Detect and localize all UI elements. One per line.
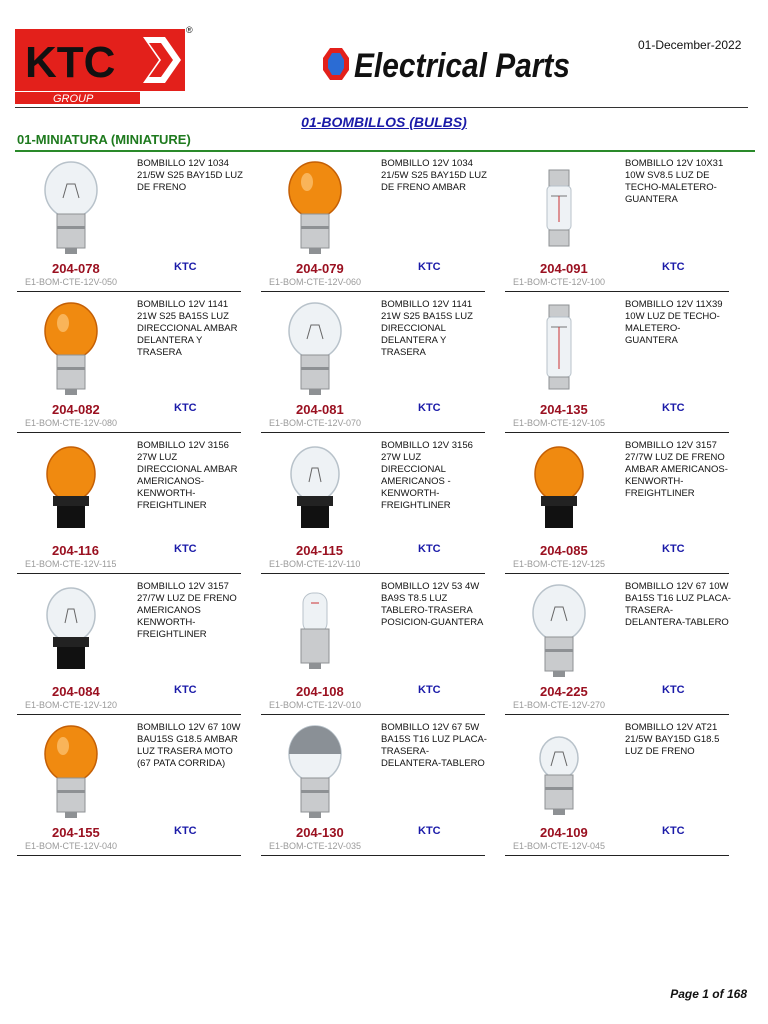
bulb-image <box>511 297 607 397</box>
product-card[interactable] <box>505 434 729 575</box>
product-card[interactable] <box>261 152 485 293</box>
card-divider <box>261 714 485 715</box>
product-brand: KTC <box>418 543 441 555</box>
product-description: BOMBILLO 12V 3157 27/7W LUZ DE FRENO AMERICANOS KENWORTH-FREIGHTLINER <box>137 581 237 640</box>
product-description: BOMBILLO 12V 67 5W BA15S T16 LUZ PLACA-TRASERA-DELANTERA-TABLERO <box>381 722 487 769</box>
svg-text:GROUP: GROUP <box>53 93 94 104</box>
product-description: BOMBILLO 12V 1034 21/5W S25 BAY15D LUZ DE FRENO AMBAR <box>381 158 487 193</box>
product-brand: KTC <box>174 543 197 555</box>
product-brand: KTC <box>662 684 685 696</box>
product-reference: E1-BOM-CTE-12V-060 <box>269 277 362 287</box>
bulb-image <box>23 156 119 256</box>
subsection-title: 01-MINIATURA (MINIATURE) <box>17 132 191 147</box>
bulb-image <box>23 438 119 538</box>
product-description: BOMBILLO 12V 11X39 10W LUZ DE TECHO-MALETERO-GUANTERA <box>625 299 723 346</box>
card-divider <box>261 291 485 292</box>
product-reference: E1-BOM-CTE-12V-110 <box>269 559 361 569</box>
card-divider <box>261 432 485 433</box>
product-description: BOMBILLO 12V 53 4W BA9S T8.5 LUZ TABLERO-TRASERA POSICION-GUANTERA <box>381 581 484 628</box>
product-code: 204-116 <box>52 543 99 558</box>
card-divider <box>505 291 729 292</box>
product-brand: KTC <box>174 684 197 696</box>
electrical-parts-heading <box>316 40 576 90</box>
product-card[interactable] <box>261 575 485 716</box>
product-reference: E1-BOM-CTE-12V-070 <box>269 418 362 428</box>
product-description: BOMBILLO 12V 3157 27/7W LUZ DE FRENO AMBAR AMERICANOS-KENWORTH-FREIGHTLINER <box>625 440 728 499</box>
product-card[interactable] <box>261 293 485 434</box>
product-reference: E1-BOM-CTE-12V-120 <box>25 700 118 710</box>
product-description: BOMBILLO 12V 3156 27W LUZ DIRECCIONAL AMERICANOS - KENWORTH-FREIGHTLINER <box>381 440 473 511</box>
section-title[interactable]: 01-BOMBILLOS (BULBS) <box>301 114 467 130</box>
product-card[interactable] <box>17 716 241 857</box>
product-brand: KTC <box>662 825 685 837</box>
product-reference: E1-BOM-CTE-12V-080 <box>25 418 118 428</box>
bulb-image <box>23 579 119 679</box>
product-reference: E1-BOM-CTE-12V-035 <box>269 841 362 851</box>
product-description: BOMBILLO 12V 67 10W BAU15S G18.5 AMBAR LUZ TRASERA MOTO (67 PATA CORRIDA) <box>137 722 241 769</box>
product-description: BOMBILLO 12V 1141 21W S25 BA15S LUZ DIRECCIONAL DELANTERA Y TRASERA <box>381 299 473 358</box>
product-code: 204-079 <box>296 261 344 276</box>
product-code: 204-135 <box>540 402 588 417</box>
card-divider <box>261 573 485 574</box>
bulb-image <box>267 156 363 256</box>
product-card[interactable] <box>505 716 729 857</box>
product-description: BOMBILLO 12V AT21 21/5W BAY15D G18.5 LUZ DE FRENO <box>625 722 720 757</box>
product-brand: KTC <box>174 825 197 837</box>
bulb-image <box>511 720 607 820</box>
product-reference: E1-BOM-CTE-12V-040 <box>25 841 118 851</box>
product-description: BOMBILLO 12V 3156 27W LUZ DIRECCIONAL AMBAR AMERICANOS-KENWORTH-FREIGHTLINER <box>137 440 238 511</box>
product-description: BOMBILLO 12V 1034 21/5W S25 BAY15D LUZ DE FRENO <box>137 158 243 193</box>
product-reference: E1-BOM-CTE-12V-270 <box>513 700 606 710</box>
product-brand: KTC <box>174 402 197 414</box>
product-reference: E1-BOM-CTE-12V-115 <box>25 559 117 569</box>
bulb-image <box>511 438 607 538</box>
product-code: 204-081 <box>296 402 344 417</box>
card-divider <box>17 855 241 856</box>
card-divider <box>505 432 729 433</box>
bulb-image <box>267 720 363 820</box>
product-card[interactable] <box>17 575 241 716</box>
catalog-date: 01-December-2022 <box>638 38 742 52</box>
card-divider <box>505 573 729 574</box>
svg-text:Electrical Parts: Electrical Parts <box>354 47 570 85</box>
product-code: 204-115 <box>296 543 343 558</box>
product-card[interactable] <box>17 293 241 434</box>
card-divider <box>261 855 485 856</box>
product-code: 204-084 <box>52 684 100 699</box>
product-code: 204-082 <box>52 402 100 417</box>
card-divider <box>505 714 729 715</box>
product-card[interactable] <box>17 434 241 575</box>
product-code: 204-108 <box>296 684 344 699</box>
bulb-image <box>267 297 363 397</box>
header-divider <box>15 107 748 108</box>
product-description: BOMBILLO 12V 10X31 10W SV8.5 LUZ DE TECHO-MALETERO-GUANTERA <box>625 158 724 205</box>
product-code: 204-225 <box>540 684 588 699</box>
product-brand: KTC <box>662 543 685 555</box>
product-reference: E1-BOM-CTE-12V-010 <box>269 700 362 710</box>
product-brand: KTC <box>418 261 441 273</box>
bulb-image <box>267 579 363 679</box>
page-indicator: Page 1 of 168 <box>670 987 747 1001</box>
product-brand: KTC <box>418 825 441 837</box>
registered-mark: ® <box>186 25 193 35</box>
product-code: 204-109 <box>540 825 588 840</box>
product-reference: E1-BOM-CTE-12V-050 <box>25 277 118 287</box>
card-divider <box>17 432 241 433</box>
product-description: BOMBILLO 12V 1141 21W S25 BA15S LUZ DIRECCIONAL AMBAR DELANTERA Y TRASERA <box>137 299 238 358</box>
card-divider <box>505 855 729 856</box>
bulb-image <box>267 438 363 538</box>
product-card[interactable] <box>505 293 729 434</box>
product-brand: KTC <box>418 402 441 414</box>
product-brand: KTC <box>662 261 685 273</box>
product-reference: E1-BOM-CTE-12V-045 <box>513 841 606 851</box>
product-card[interactable] <box>17 152 241 293</box>
product-code: 204-155 <box>52 825 100 840</box>
bulb-image <box>23 720 119 820</box>
ktc-group-logo <box>15 25 193 104</box>
product-brand: KTC <box>418 684 441 696</box>
product-code: 204-091 <box>540 261 588 276</box>
product-brand: KTC <box>174 261 197 273</box>
bulb-image <box>511 579 607 679</box>
product-code: 204-130 <box>296 825 344 840</box>
bulb-image <box>511 156 607 256</box>
card-divider <box>17 714 241 715</box>
product-card[interactable] <box>505 152 729 293</box>
product-description: BOMBILLO 12V 67 10W BA15S T16 LUZ PLACA-TRASERA-DELANTERA-TABLERO <box>625 581 731 628</box>
product-reference: E1-BOM-CTE-12V-105 <box>513 418 606 428</box>
product-card[interactable] <box>261 716 485 857</box>
product-brand: KTC <box>662 402 685 414</box>
product-reference: E1-BOM-CTE-12V-125 <box>513 559 606 569</box>
card-divider <box>17 291 241 292</box>
svg-text:KTC: KTC <box>25 38 116 87</box>
card-divider <box>17 573 241 574</box>
bulb-image <box>23 297 119 397</box>
product-code: 204-085 <box>540 543 588 558</box>
product-code: 204-078 <box>52 261 100 276</box>
product-reference: E1-BOM-CTE-12V-100 <box>513 277 606 287</box>
product-card[interactable] <box>261 434 485 575</box>
product-card[interactable] <box>505 575 729 716</box>
